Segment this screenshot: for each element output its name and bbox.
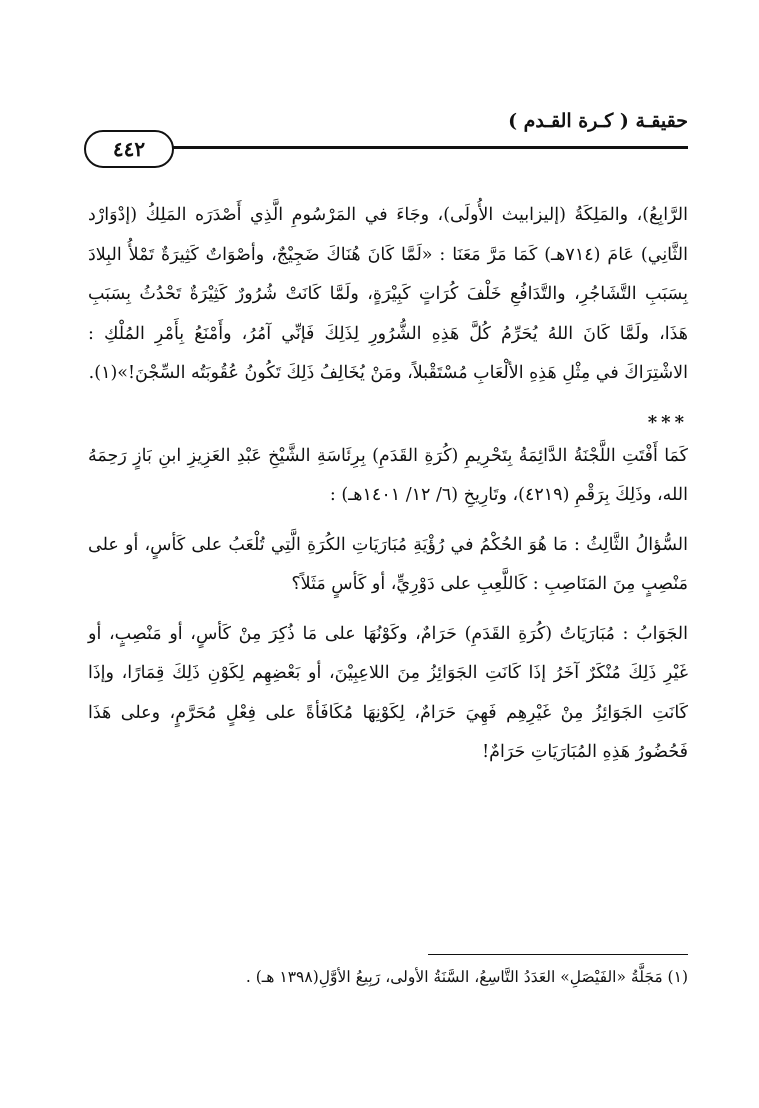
paragraph-answer: الجَوَابُ : مُبَارَيَاتُ (كُرَةِ القَدَمِ) حَرَامٌ، وكَوْنُهَا على مَا ذُكِرَ مِنْ كَأسٍ، أو مَنْصِبٍ، أو غَيْرِ ذَلِكَ مُنْكَرٌ آخَرُ إذَا كَانَتِ الجَوَائِزُ مِنَ اللاعِبِيْنَ، أو بَعْضِهِم لِكَوْنِ ذَلِكَ قِمَارًا، وإذَا كَانَتِ الجَوَائِزُ مِنْ غَيْرِهِم فَهِيَ حَرَامٌ، لِكَوْنِهَا مُكَافَأةً على فِعْلٍ مُحَرَّمٍ، وعلى هَذَا فَحُضُورُ هَذِهِ المُبَارَيَاتِ حَرَامٌ! xyxy=(88,623,688,762)
header-rule xyxy=(88,146,688,149)
page-body xyxy=(88,196,688,773)
footnote-rule xyxy=(428,954,688,955)
paragraph-question: السُّؤالُ الثَّالِثُ : مَا هُوَ الحُكْمُ في رُؤْيَةِ مُبَارَيَاتِ الكُرَةِ الَّتِي تُلْعَبُ على كَأسٍ، أو على مَنْصِبٍ مِنَ المَنَاصِبِ : كَاللَّعِبِ على دَوْرِيٍّ، أو كَأسٍ مَثَلاً؟ xyxy=(88,534,688,594)
paragraph-decree: الرَّابِعُ)، والمَلِكَةُ (إليزابيث الأُولَى)، وجَاءَ في المَرْسُومِ الَّذِي أَصْدَرَه المَلِكُ (إدْوَارْد الثَّانِي) عَامَ (٧١٤هـ) كَمَا مَرَّ مَعَنَا : «لَمَّا كَانَ هُنَاكَ ضَجِيْجٌ، وأصْوَاتٌ كَثِيرَةٌ تَمْلأُ البِلادَ بِسَبَبِ التَّشَاجُرِ، والتَّدَافُعِ خَلْفَ كُرَاتٍ كَبِيْرَةٍ، ولَمَّا كَانَتْ شُرُورٌ كَثِيْرَةٌ تَحْدُثُ بِسَبَبِ هَذَا، ولَمَّا كَانَ اللهُ يُحَرِّمُ كُلَّ هَذِهِ الشُّرُورِ لِذَلِكَ فَإنِّي آمُرُ، وأَمْنَعُ بِأَمْرِ المُلْكِ : الاشْتِرَاكَ في مِثْلِ هَذِهِ الألْعَابِ مُسْتَقْبلاً، ومَنْ يُخَالِفُ ذَلِكَ تَكُونُ عُقُوبَتُه السِّجْنَ!»(١). xyxy=(88,205,688,383)
section-separator: *** xyxy=(647,411,688,433)
paragraph-fatwa-intro: كَمَا أَفْتَتِ اللَّجْنَةُ الدَّائِمَةُ بِتَحْرِيمِ (كُرَةِ القَدَمِ) بِرِئَاسَةِ الشَّيْخِ عَبْدِ العَزِيزِ ابنِ بَازٍ رَحِمَهُ الله، وذَلِكَ بِرَقْمِ (٤٢١٩)، وتَارِيخِ (٦/ ١٢/ ١٤٠١هـ) : xyxy=(88,445,688,505)
page-header xyxy=(88,104,688,160)
running-title: حقيقـة ( كـرة القـدم ) xyxy=(508,110,688,132)
footnote: (١) مَجَلَّةُ «الفَيْصَلِ» العَدَدُ التَّاسِعُ، السَّنَةُ الأولى، رَبِيعُ الأوَّلِ(١٣٩٨ هـ) . xyxy=(245,968,688,986)
page-number: ٤٤٢ xyxy=(84,130,174,168)
